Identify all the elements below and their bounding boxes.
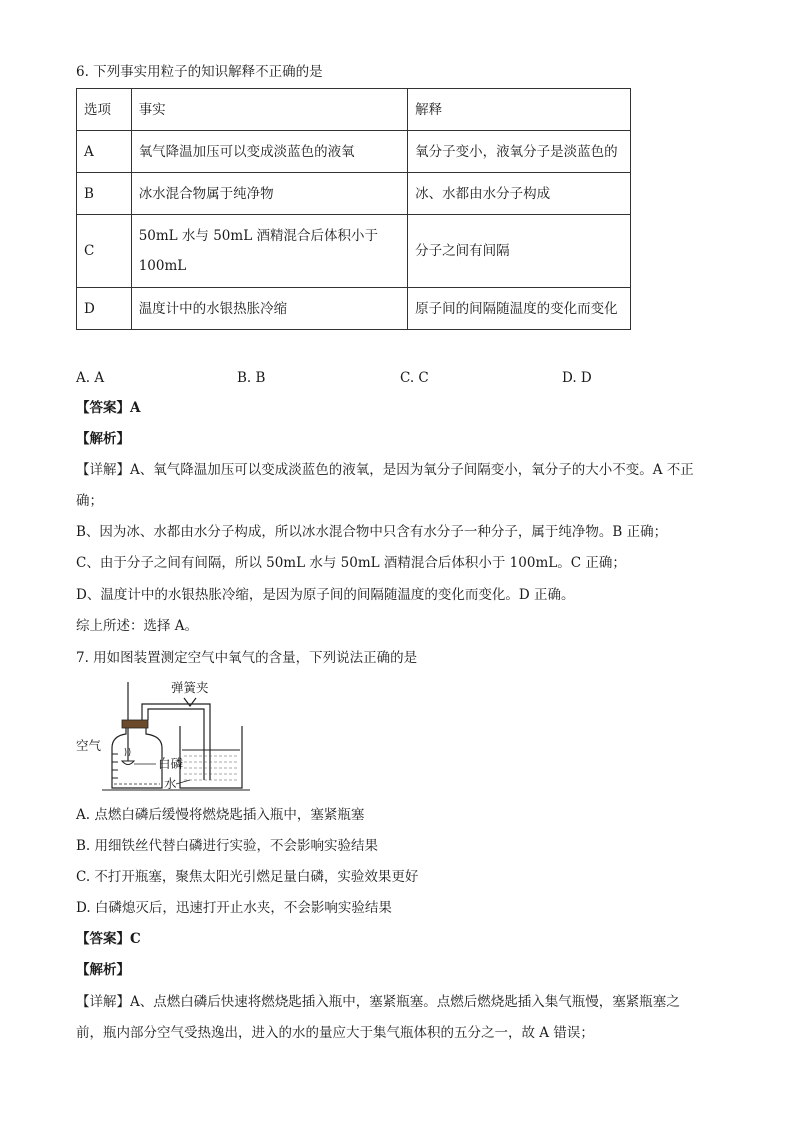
q6-detail-line: 【详解】A、氧气降温加压可以变成淡蓝色的液氧，是因为氧分子间隔变小，氧分子的大小不变。A 不正 [76,462,694,478]
row-option: A [77,131,132,173]
q6-detail-line: D、温度计中的水银热胀冷缩，是因为原子间的间隔随温度的变化而变化。D 正确。 [76,587,575,603]
row-fact [131,215,407,288]
gas-bottle [112,728,162,788]
q6-detail-line: B、因为冰、水都由水分子构成，所以冰水混合物中只含有水分子一种分子，属于纯净物。B 正确； [76,524,668,540]
q7-stem: 7. 用如图装置测定空气中氧气的含量，下列说法正确的是 [76,650,418,666]
q7-detail-line: 前，瓶内部分空气受热逸出，进入的水的量应大于集气瓶体积的五分之一，故 A 错误； [76,1025,594,1041]
row-explanation: 原子间的间隔随温度的变化而变化 [408,288,631,330]
q6-choice-a: A. A [76,370,105,386]
combustion-spoon [122,761,134,765]
q6-answer: 【答案】A [76,400,141,416]
q7-choice-d: D. 白磷熄灭后，迅速打开止水夹，不会影响实验结果 [76,900,392,916]
q6-analysis-heading: 【解析】 [76,431,130,447]
q7-choice-c: C. 不打开瓶塞，聚焦太阳光引燃足量白磷，实验效果更好 [76,869,419,885]
q6-choice-d: D. D [562,370,592,386]
q7-choice-b: B. 用细铁丝代替白磷进行实验，不会影响实验结果 [76,838,379,854]
row-fact: 冰水混合物属于纯净物 [131,173,407,215]
label-water: 水 [164,776,177,791]
beaker [180,726,242,788]
label-spring-clip: 弹簧夹 [171,680,209,695]
row-fact-line1: 50mL 水与 50mL 酒精混合后体积小于 [138,228,378,244]
label-air: 空气 [76,738,102,753]
stopper [122,720,148,728]
beaker-water [184,756,238,780]
row-option: B [77,173,132,215]
row-option: D [77,288,132,330]
row-option: C [77,215,132,288]
table-row [77,288,631,330]
label-white-phosphorus: 白磷 [158,756,184,771]
q7-analysis-heading: 【解析】 [76,962,130,978]
q7-detail-line: 【详解】A、点燃白磷后快速将燃烧匙插入瓶中，塞紧瓶塞。点燃后燃烧匙插入集气瓶慢，塞紧瓶塞之 [76,994,680,1010]
table-header-row [77,89,631,131]
row-fact: 氧气降温加压可以变成淡蓝色的液氧 [131,131,407,173]
q6-table [76,88,631,330]
row-explanation: 氧分子变小，液氧分子是淡蓝色的 [408,131,631,173]
q6-detail-line: C、由于分子之间有间隔，所以 50mL 水与 50mL 酒精混合后体积小于 100mL。C 正确； [76,555,626,571]
table-row [77,131,631,173]
q6-choice-c: C. C [400,370,429,386]
q6-detail-line: 综上所述：选择 A。 [76,618,199,634]
header-fact: 事实 [131,89,407,131]
q6-choice-b: B. B [237,370,266,386]
spring-clip-icon [184,698,196,706]
q7-choice-a: A. 点燃白磷后缓慢将燃烧匙插入瓶中，塞紧瓶塞 [76,807,365,823]
row-explanation: 分子之间有间隔 [408,215,631,288]
header-option: 选项 [77,89,132,131]
table-row [77,173,631,215]
header-explanation: 解释 [408,89,631,131]
table-row [77,215,631,288]
row-fact: 温度计中的水银热胀冷缩 [131,288,407,330]
row-explanation: 冰、水都由水分子构成 [408,173,631,215]
q7-answer: 【答案】C [76,931,141,947]
row-fact-line2: 100mL [138,258,187,274]
q6-detail-line: 确； [76,493,103,509]
q6-stem: 6. 下列事实用粒子的知识解释不正确的是 [76,64,323,80]
